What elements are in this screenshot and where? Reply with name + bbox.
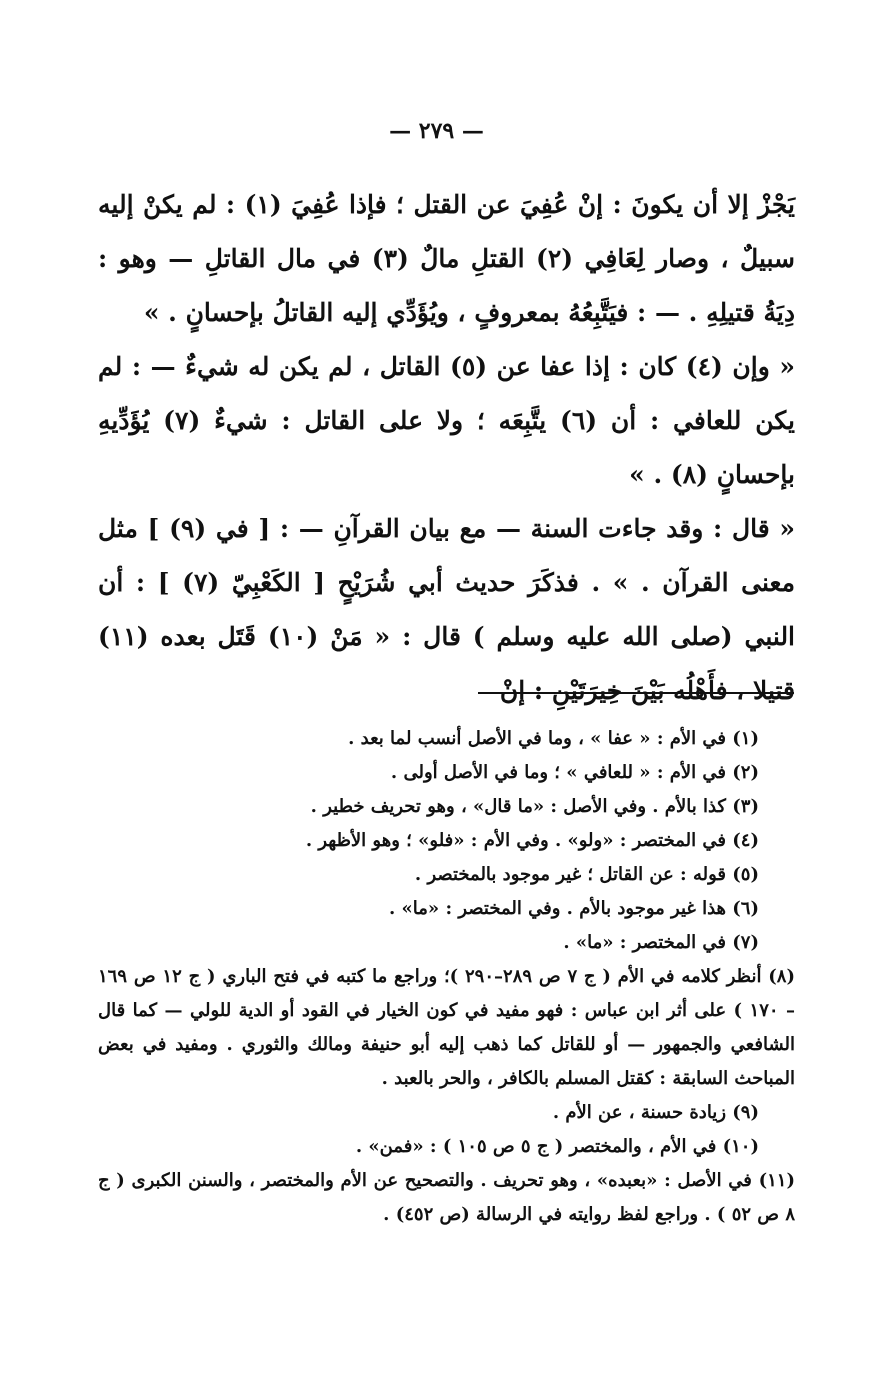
footnote-10: (١٠) في الأم ، والمختصر ( ج ٥ ص ١٠٥ ) : «فمن» .	[355, 1136, 759, 1157]
footnote-5: (٥) قوله : عن القاتل ؛ غير موجود بالمختصر .	[414, 864, 759, 885]
footnote-4: (٤) في المختصر : «ولو» . وفي الأم : «فلو» ؛ وهو الأظهر .	[305, 830, 759, 851]
footnote-11: (١١) في الأصل : «بعبده» ، وهو تحريف . والتصحيح عن الأم والمختصر ، والسنن الكبرى ( ج ٨ ص ٥٢ ) . وراجع لفظ روايته في الرسالة (ص ٤٥٢) .	[98, 1170, 795, 1225]
footnote-1: (١) في الأم : « عفا » ، وما في الأصل أنسب لما بعد .	[348, 728, 759, 749]
footnotes	[98, 722, 795, 1232]
main-paragraph-1: يَجْزْ إلا أن يكونَ : إنْ عُفِيَ عن القتل ؛ فإذا عُفِيَ (١) : لم يكنْ إليه سبيلٌ ، وصار لِعَافِي (٢) القتلِ مالٌ (٣) في مال القاتلِ — وهو : دِيَةُ قتيلِهِ . — : فيَتَّبِعُهُ بمعروفٍ ، ويُؤَدِّي إليه القاتلُ بإحسانٍ . »	[98, 190, 795, 327]
footnote-divider	[478, 692, 794, 694]
footnote-7: (٧) في المختصر : «ما» .	[563, 932, 759, 953]
footnote-2: (٢) في الأم : « للعافي » ؛ وما في الأصل أولى .	[390, 762, 759, 783]
footnote-9: (٩) زيادة حسنة ، عن الأم .	[552, 1102, 759, 1123]
main-paragraph-2: « وإن (٤) كان : إذا عفا عن (٥) القاتل ، لم يكن له شيءٌ — : لم يكن للعافي : أن (٦) يتَّبِعَه ؛ ولا على القاتل : شيءٌ (٧) يُؤَدِّيهِ بإحسانٍ (٨) . »	[98, 352, 795, 489]
main-text	[98, 178, 795, 718]
main-paragraph-3: « قال : وقد جاءت السنة — مع بيان القرآنِ — : [ في (٩) ] مثل معنى القرآن . » . فذكَرَ حديث أبي شُرَيْحٍ [ الكَعْبِيّ (٧) ] : أن النبي (صلى الله عليه وسلم ) قال : « مَنْ (١٠) قَتَل بعده (١١) قتيلا ، فأَهْلُه بَيْنَ خِيرَتَيْنِ : إنْ	[98, 514, 796, 705]
footnote-8: (٨) أنظر كلامه في الأم ( ج ٧ ص ٢٨٩–٢٩٠ )؛ وراجع ما كتبه في فتح الباري ( ج ١٢ ص ١٦٩ – ١٧٠ ) على أثر ابن عباس : فهو مفيد في كون الخيار في القود أو الدية للولي — كما قال الشافعي والجمهور — أو للقاتل كما ذهب إليه أبو حنيفة ومالك والثوري . ومفيد في بعض المباحث السابقة : كقتل المسلم بالكافر ، والحر بالعبد .	[98, 966, 795, 1089]
footnote-3: (٣) كذا بالأم . وفي الأصل : «ما قال» ، وهو تحريف خطير .	[310, 796, 759, 817]
footnote-6: (٦) هذا غير موجود بالأم . وفي المختصر : «ما» .	[389, 898, 759, 919]
page-number: — ٢٧٩ —	[389, 118, 484, 144]
